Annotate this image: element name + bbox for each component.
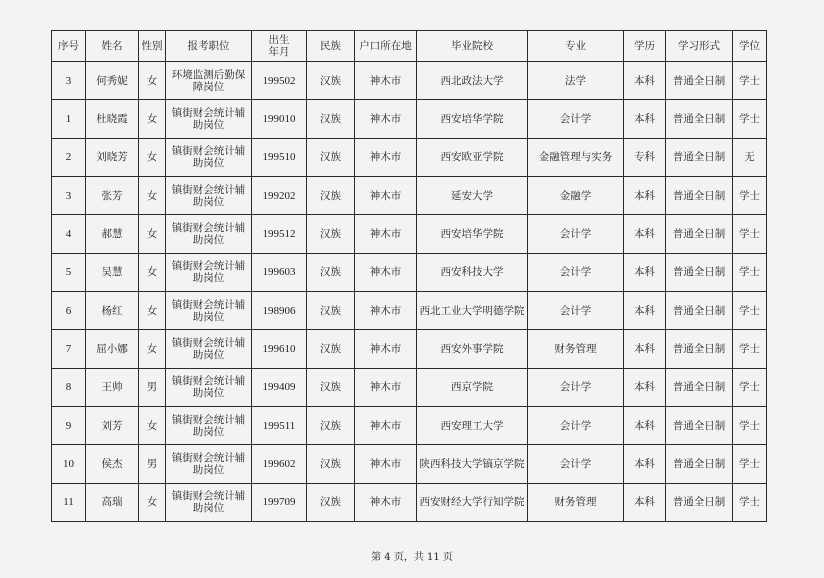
cell-major: 会计学 (528, 406, 624, 444)
cell-index: 5 (52, 253, 86, 291)
header-gender: 性别 (139, 31, 166, 62)
cell-degree: 学士 (733, 483, 767, 521)
cell-birth: 199603 (252, 253, 307, 291)
cell-study-mode: 普通全日制 (666, 291, 733, 329)
cell-residence: 神木市 (355, 138, 417, 176)
cell-school: 陕西科技大学镐京学院 (417, 445, 528, 483)
cell-index: 3 (52, 176, 86, 214)
header-school: 毕业院校 (417, 31, 528, 62)
cell-index: 4 (52, 215, 86, 253)
table-row (52, 330, 767, 368)
cell-gender: 女 (139, 291, 166, 329)
cell-major: 会计学 (528, 100, 624, 138)
cell-major: 财务管理 (528, 483, 624, 521)
cell-study-mode: 普通全日制 (666, 215, 733, 253)
cell-birth: 199202 (252, 176, 307, 214)
cell-residence: 神木市 (355, 62, 417, 100)
cell-gender: 女 (139, 176, 166, 214)
header-degree: 学位 (733, 31, 767, 62)
cell-position: 镇街财会统计辅助岗位 (166, 215, 252, 253)
cell-birth: 199502 (252, 62, 307, 100)
cell-name: 吴慧 (86, 253, 139, 291)
cell-major: 会计学 (528, 253, 624, 291)
cell-study-mode: 普通全日制 (666, 483, 733, 521)
cell-index: 7 (52, 330, 86, 368)
cell-education: 本科 (624, 176, 666, 214)
cell-study-mode: 普通全日制 (666, 330, 733, 368)
cell-study-mode: 普通全日制 (666, 445, 733, 483)
cell-gender: 女 (139, 138, 166, 176)
cell-birth: 199511 (252, 406, 307, 444)
cell-gender: 女 (139, 215, 166, 253)
cell-residence: 神木市 (355, 215, 417, 253)
cell-ethnicity: 汉族 (307, 445, 355, 483)
cell-birth: 199510 (252, 138, 307, 176)
cell-ethnicity: 汉族 (307, 176, 355, 214)
cell-position: 镇街财会统计辅助岗位 (166, 291, 252, 329)
cell-residence: 神木市 (355, 291, 417, 329)
table-row (52, 483, 767, 521)
cell-degree: 学士 (733, 176, 767, 214)
cell-degree: 学士 (733, 253, 767, 291)
cell-education: 本科 (624, 100, 666, 138)
cell-position: 镇街财会统计辅助岗位 (166, 176, 252, 214)
cell-position: 镇街财会统计辅助岗位 (166, 406, 252, 444)
cell-position: 环境监测后勤保障岗位 (166, 62, 252, 100)
page-number: 第 4 页，共 11 页 (371, 552, 453, 563)
cell-gender: 女 (139, 330, 166, 368)
cell-name: 何秀妮 (86, 62, 139, 100)
cell-birth: 199512 (252, 215, 307, 253)
cell-major: 会计学 (528, 215, 624, 253)
cell-major: 法学 (528, 62, 624, 100)
cell-ethnicity: 汉族 (307, 62, 355, 100)
cell-school: 西安培华学院 (417, 215, 528, 253)
cell-gender: 女 (139, 62, 166, 100)
cell-position: 镇街财会统计辅助岗位 (166, 445, 252, 483)
cell-school: 西北政法大学 (417, 62, 528, 100)
cell-education: 本科 (624, 330, 666, 368)
cell-position: 镇街财会统计辅助岗位 (166, 253, 252, 291)
table-header-row (52, 31, 767, 62)
header-ethnicity: 民族 (307, 31, 355, 62)
cell-gender: 男 (139, 368, 166, 406)
cell-education: 本科 (624, 291, 666, 329)
cell-position: 镇街财会统计辅助岗位 (166, 483, 252, 521)
cell-degree: 学士 (733, 368, 767, 406)
cell-residence: 神木市 (355, 406, 417, 444)
cell-name: 刘芳 (86, 406, 139, 444)
cell-index: 1 (52, 100, 86, 138)
applicant-table (51, 30, 767, 522)
cell-degree: 学士 (733, 445, 767, 483)
table-row (52, 215, 767, 253)
header-birth: 出生 年月 (252, 31, 307, 62)
cell-ethnicity: 汉族 (307, 483, 355, 521)
cell-gender: 女 (139, 406, 166, 444)
cell-education: 本科 (624, 368, 666, 406)
cell-education: 本科 (624, 62, 666, 100)
table-row (52, 291, 767, 329)
header-education: 学历 (624, 31, 666, 62)
cell-degree: 学士 (733, 215, 767, 253)
cell-residence: 神木市 (355, 100, 417, 138)
cell-degree: 学士 (733, 291, 767, 329)
table-row (52, 62, 767, 100)
cell-major: 财务管理 (528, 330, 624, 368)
cell-degree: 学士 (733, 62, 767, 100)
cell-study-mode: 普通全日制 (666, 406, 733, 444)
cell-school: 西京学院 (417, 368, 528, 406)
cell-education: 本科 (624, 445, 666, 483)
cell-ethnicity: 汉族 (307, 330, 355, 368)
header-index: 序号 (52, 31, 86, 62)
table-body (52, 62, 767, 522)
cell-position: 镇街财会统计辅助岗位 (166, 330, 252, 368)
cell-birth: 199409 (252, 368, 307, 406)
table-row (52, 445, 767, 483)
cell-gender: 女 (139, 253, 166, 291)
cell-residence: 神木市 (355, 176, 417, 214)
cell-major: 金融学 (528, 176, 624, 214)
cell-name: 杜晓霞 (86, 100, 139, 138)
cell-name: 杨红 (86, 291, 139, 329)
header-position: 报考职位 (166, 31, 252, 62)
header-major: 专业 (528, 31, 624, 62)
table-row (52, 253, 767, 291)
cell-index: 9 (52, 406, 86, 444)
cell-ethnicity: 汉族 (307, 368, 355, 406)
cell-ethnicity: 汉族 (307, 406, 355, 444)
cell-school: 西安培华学院 (417, 100, 528, 138)
cell-birth: 199010 (252, 100, 307, 138)
cell-position: 镇街财会统计辅助岗位 (166, 368, 252, 406)
cell-school: 西安欧亚学院 (417, 138, 528, 176)
cell-birth: 199610 (252, 330, 307, 368)
cell-education: 本科 (624, 253, 666, 291)
cell-residence: 神木市 (355, 445, 417, 483)
cell-index: 10 (52, 445, 86, 483)
cell-ethnicity: 汉族 (307, 100, 355, 138)
cell-school: 西安理工大学 (417, 406, 528, 444)
cell-school: 延安大学 (417, 176, 528, 214)
cell-education: 本科 (624, 483, 666, 521)
table-row (52, 138, 767, 176)
cell-study-mode: 普通全日制 (666, 100, 733, 138)
header-study-mode: 学习形式 (666, 31, 733, 62)
cell-index: 2 (52, 138, 86, 176)
cell-name: 屈小娜 (86, 330, 139, 368)
cell-index: 6 (52, 291, 86, 329)
cell-position: 镇街财会统计辅助岗位 (166, 138, 252, 176)
cell-ethnicity: 汉族 (307, 291, 355, 329)
cell-gender: 男 (139, 445, 166, 483)
cell-name: 侯杰 (86, 445, 139, 483)
cell-education: 本科 (624, 406, 666, 444)
cell-index: 8 (52, 368, 86, 406)
cell-name: 郝慧 (86, 215, 139, 253)
cell-study-mode: 普通全日制 (666, 62, 733, 100)
cell-degree: 学士 (733, 406, 767, 444)
cell-residence: 神木市 (355, 483, 417, 521)
cell-residence: 神木市 (355, 368, 417, 406)
cell-school: 西安外事学院 (417, 330, 528, 368)
cell-ethnicity: 汉族 (307, 138, 355, 176)
cell-education: 专科 (624, 138, 666, 176)
cell-gender: 女 (139, 100, 166, 138)
cell-school: 西安科技大学 (417, 253, 528, 291)
cell-major: 金融管理与实务 (528, 138, 624, 176)
cell-name: 刘晓芳 (86, 138, 139, 176)
table-row (52, 406, 767, 444)
cell-degree: 学士 (733, 330, 767, 368)
cell-index: 11 (52, 483, 86, 521)
cell-school: 西北工业大学明德学院 (417, 291, 528, 329)
cell-study-mode: 普通全日制 (666, 176, 733, 214)
cell-name: 王帅 (86, 368, 139, 406)
cell-study-mode: 普通全日制 (666, 253, 733, 291)
cell-birth: 199709 (252, 483, 307, 521)
cell-index: 3 (52, 62, 86, 100)
cell-major: 会计学 (528, 445, 624, 483)
cell-ethnicity: 汉族 (307, 253, 355, 291)
cell-degree: 学士 (733, 100, 767, 138)
cell-degree: 无 (733, 138, 767, 176)
cell-birth: 199602 (252, 445, 307, 483)
cell-school: 西安财经大学行知学院 (417, 483, 528, 521)
cell-position: 镇街财会统计辅助岗位 (166, 100, 252, 138)
header-residence: 户口所在地 (355, 31, 417, 62)
cell-gender: 女 (139, 483, 166, 521)
cell-birth: 198906 (252, 291, 307, 329)
cell-ethnicity: 汉族 (307, 215, 355, 253)
cell-study-mode: 普通全日制 (666, 138, 733, 176)
table-row (52, 100, 767, 138)
cell-residence: 神木市 (355, 253, 417, 291)
cell-study-mode: 普通全日制 (666, 368, 733, 406)
cell-major: 会计学 (528, 368, 624, 406)
cell-major: 会计学 (528, 291, 624, 329)
table-row (52, 176, 767, 214)
cell-name: 张芳 (86, 176, 139, 214)
cell-residence: 神木市 (355, 330, 417, 368)
cell-name: 高瑞 (86, 483, 139, 521)
cell-education: 本科 (624, 215, 666, 253)
header-name: 姓名 (86, 31, 139, 62)
table-row (52, 368, 767, 406)
